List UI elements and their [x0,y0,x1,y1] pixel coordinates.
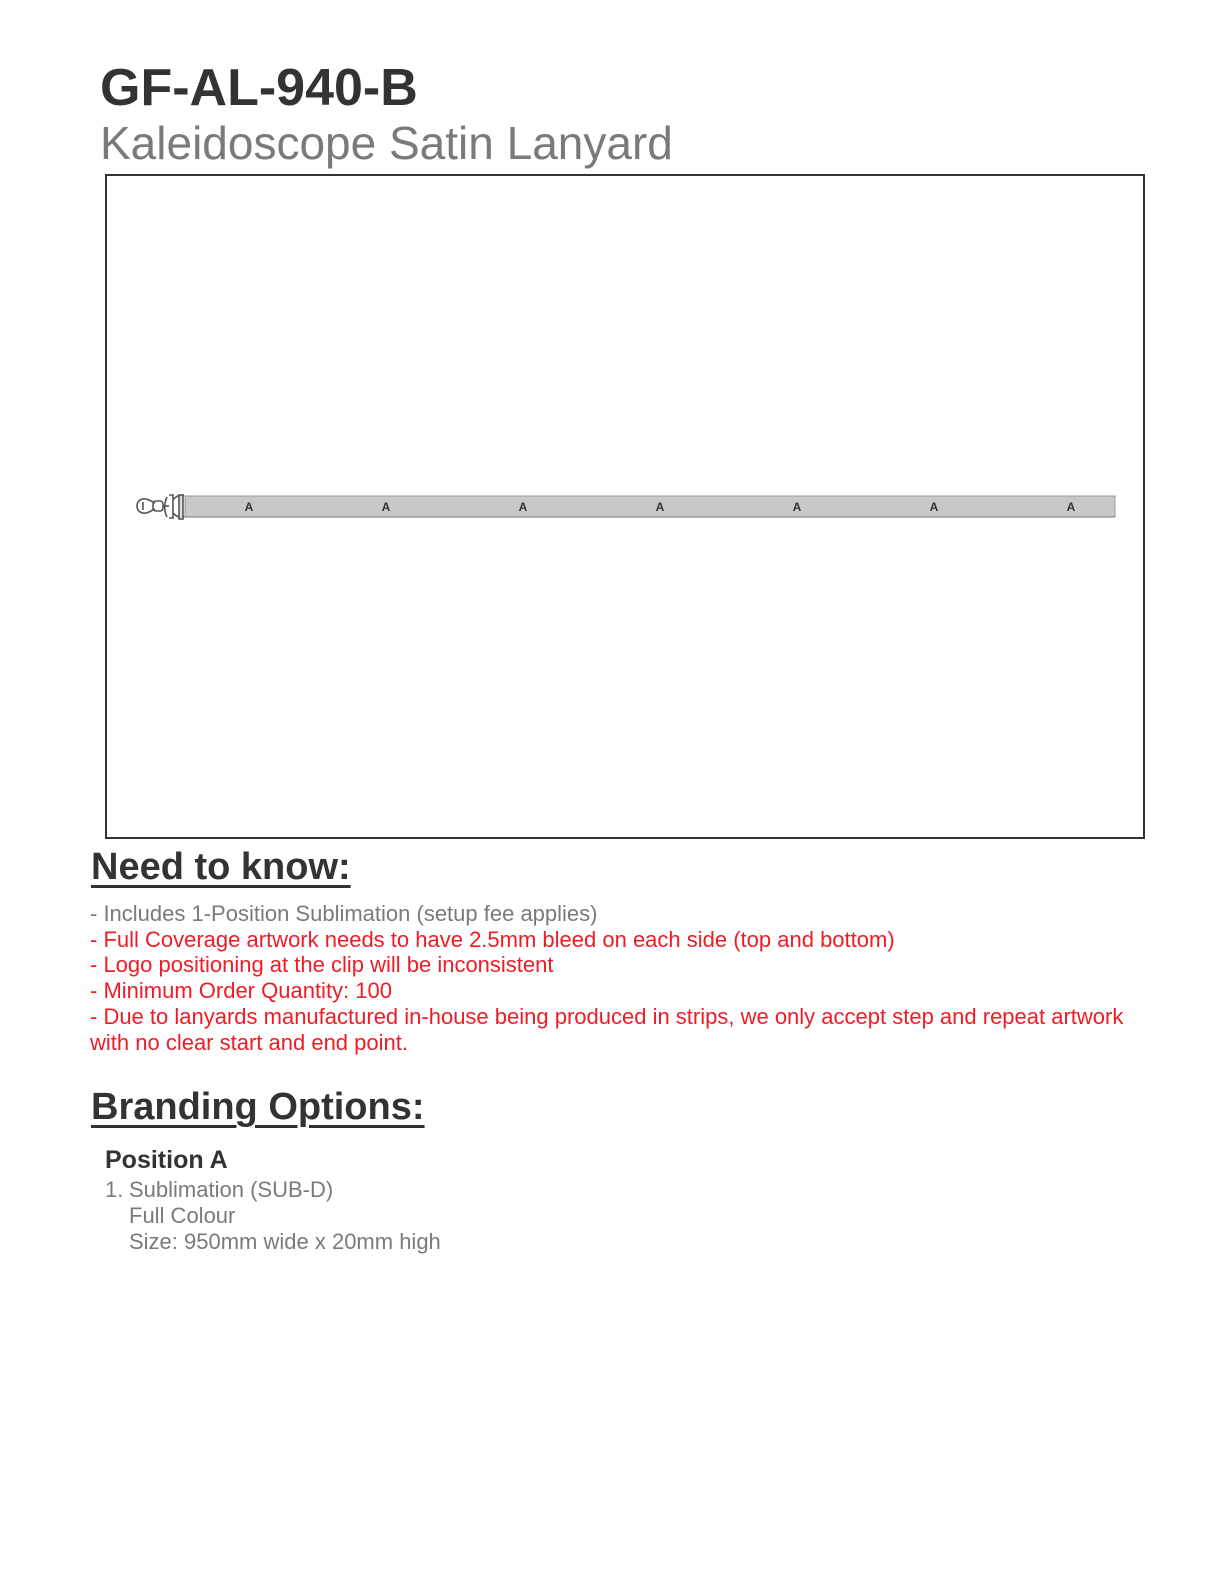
position-marker-a: A [792,500,802,514]
note-item: - Includes 1-Position Sublimation (setup fee applies) [90,901,598,926]
option-size: Size: 950mm wide x 20mm high [129,1229,441,1254]
note-item: - Logo positioning at the clip will be inconsistent [90,952,554,978]
option-colour: Full Colour [129,1203,236,1228]
note-item: - Full Coverage artwork needs to have 2.5mm bleed on each side (top and bottom) [90,926,895,952]
position-marker-a: A [1066,500,1076,514]
position-marker-a: A [929,500,939,514]
position-a-title: Position A [105,1146,228,1174]
need-to-know-list [90,901,1140,1055]
option-number: 1. [105,1177,124,1202]
product-code: GF-AL-940-B [100,59,418,117]
position-marker-a: A [244,500,254,514]
branding-option [105,1177,441,1255]
option-method-line [105,1177,441,1203]
position-marker-a: A [381,500,391,514]
product-diagram-frame [105,174,1145,839]
position-marker-a: A [518,500,528,514]
option-method: Sublimation (SUB-D) [129,1177,334,1202]
note-item: - Minimum Order Quantity: 100 [90,978,392,1004]
branding-options-heading: Branding Options: [91,1086,425,1128]
need-to-know-heading: Need to know: [91,846,351,888]
note-item: - Due to lanyards manufactured in-house being produced in strips, we only accept step and repeat artwork with no clear start and end point. [90,1003,1124,1055]
product-name: Kaleidoscope Satin Lanyard [100,117,673,169]
lanyard-strap [185,496,1115,517]
lanyard-diagram [107,176,1143,837]
lobster-clip-icon [137,495,184,519]
position-marker-a: A [655,500,665,514]
